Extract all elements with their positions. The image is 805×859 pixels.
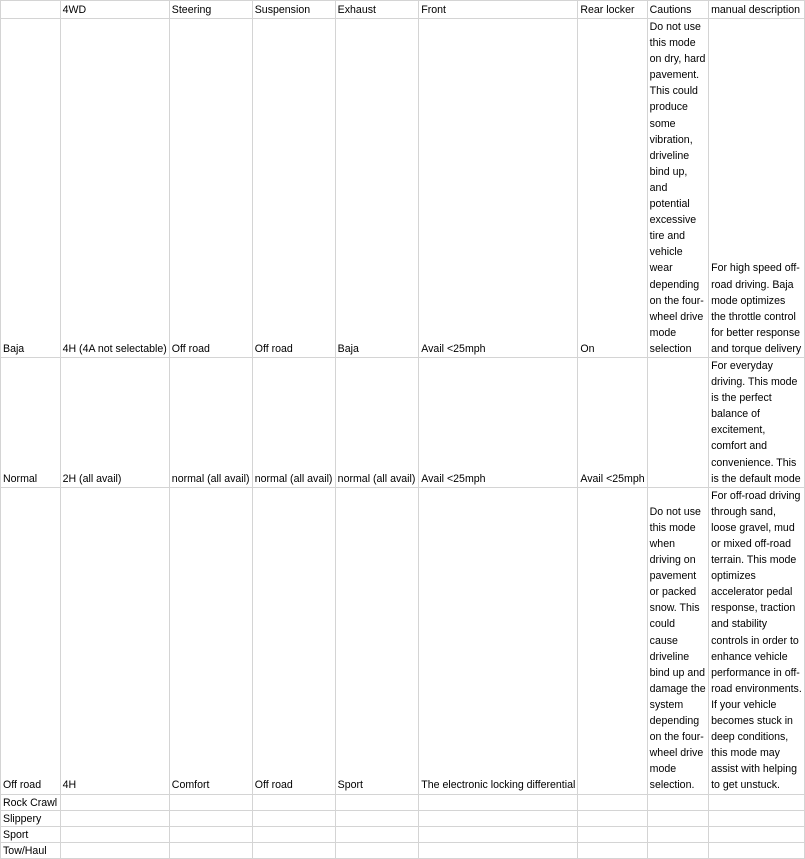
table-row	[1, 19, 805, 358]
cell-front[interactable]	[419, 794, 578, 810]
header-cell-steering[interactable]: Steering	[169, 1, 252, 19]
header-row	[1, 1, 805, 19]
cell-cautions[interactable]: Do not use this mode on dry, hard pavement. This could produce some vibration, driveline bind up, and potential excessive tire and vehicle wear depending on the four-wheel drive mode selection	[647, 19, 708, 358]
cell-steering[interactable]	[169, 794, 252, 810]
cell-rear-locker[interactable]	[578, 826, 647, 842]
cell-steering[interactable]	[169, 826, 252, 842]
cell-cautions[interactable]	[647, 842, 708, 858]
cell-manual-description[interactable]	[709, 810, 805, 826]
cell-steering[interactable]: Off road	[169, 19, 252, 358]
cell-4wd[interactable]	[60, 842, 169, 858]
cell-cautions[interactable]	[647, 794, 708, 810]
cell-4wd[interactable]	[60, 810, 169, 826]
cell-mode[interactable]: Off road	[1, 487, 61, 794]
cell-exhaust[interactable]: Sport	[335, 487, 419, 794]
cell-suspension[interactable]: Off road	[252, 19, 335, 358]
cell-exhaust[interactable]	[335, 794, 419, 810]
cell-suspension[interactable]	[252, 842, 335, 858]
cell-front[interactable]	[419, 826, 578, 842]
cell-cautions[interactable]: Do not use this mode when driving on pavement or packed snow. This could cause driveline bind up and damage the system depending on the four-wheel drive mode selection.	[647, 487, 708, 794]
cell-cautions[interactable]	[647, 357, 708, 487]
cell-mode[interactable]: Normal	[1, 357, 61, 487]
cell-exhaust[interactable]	[335, 810, 419, 826]
cell-steering[interactable]	[169, 810, 252, 826]
cell-mode[interactable]: Slippery	[1, 810, 61, 826]
cell-4wd[interactable]	[60, 794, 169, 810]
cell-rear-locker[interactable]	[578, 842, 647, 858]
cell-front[interactable]: Avail <25mph	[419, 357, 578, 487]
cell-exhaust[interactable]: Baja	[335, 19, 419, 358]
table-row	[1, 842, 805, 858]
cell-exhaust[interactable]	[335, 842, 419, 858]
cell-exhaust[interactable]	[335, 826, 419, 842]
cell-mode[interactable]: Sport	[1, 826, 61, 842]
cell-steering[interactable]: Comfort	[169, 487, 252, 794]
cell-4wd[interactable]: 4H (4A not selectable)	[60, 19, 169, 358]
cell-suspension[interactable]	[252, 826, 335, 842]
cell-suspension[interactable]	[252, 794, 335, 810]
cell-mode[interactable]: Rock Crawl	[1, 794, 61, 810]
cell-suspension[interactable]: Off road	[252, 487, 335, 794]
cell-front[interactable]	[419, 842, 578, 858]
cell-4wd[interactable]: 2H (all avail)	[60, 357, 169, 487]
cell-front[interactable]: Avail <25mph	[419, 19, 578, 358]
cell-rear-locker[interactable]	[578, 810, 647, 826]
cell-rear-locker[interactable]	[578, 487, 647, 794]
header-cell-mode[interactable]	[1, 1, 61, 19]
header-cell-front[interactable]: Front	[419, 1, 578, 19]
table-row	[1, 794, 805, 810]
table-row	[1, 826, 805, 842]
table-row	[1, 357, 805, 487]
cell-exhaust[interactable]: normal (all avail)	[335, 357, 419, 487]
cell-manual-description[interactable]: For high speed off-road driving. Baja mode optimizes the throttle control for better response and torque delivery	[709, 19, 805, 358]
cell-cautions[interactable]	[647, 810, 708, 826]
cell-manual-description[interactable]	[709, 826, 805, 842]
cell-manual-description[interactable]	[709, 842, 805, 858]
cell-4wd[interactable]	[60, 826, 169, 842]
cell-suspension[interactable]	[252, 810, 335, 826]
cell-steering[interactable]: normal (all avail)	[169, 357, 252, 487]
table-row	[1, 810, 805, 826]
header-cell-exhaust[interactable]: Exhaust	[335, 1, 419, 19]
cell-manual-description[interactable]: For off-road driving through sand, loose gravel, mud or mixed off-road terrain. This mode optimizes accelerator pedal response, traction and stability controls in order to enhance vehicle performance in off-road environments. If your vehicle becomes stuck in deep conditions, this mode may assist with helping to get unstuck.	[709, 487, 805, 794]
cell-manual-description[interactable]: For everyday driving. This mode is the perfect balance of excitement, comfort and convenience. This is the default mode	[709, 357, 805, 487]
header-cell-manual-description[interactable]: manual description	[709, 1, 805, 19]
cell-manual-description[interactable]	[709, 794, 805, 810]
cell-steering[interactable]	[169, 842, 252, 858]
cell-front[interactable]: The electronic locking differential	[419, 487, 578, 794]
header-cell-suspension[interactable]: Suspension	[252, 1, 335, 19]
cell-suspension[interactable]: normal (all avail)	[252, 357, 335, 487]
cell-mode[interactable]: Baja	[1, 19, 61, 358]
cell-mode[interactable]: Tow/Haul	[1, 842, 61, 858]
cell-rear-locker[interactable]	[578, 794, 647, 810]
cell-cautions[interactable]	[647, 826, 708, 842]
table-row	[1, 487, 805, 794]
header-cell-cautions[interactable]: Cautions	[647, 1, 708, 19]
cell-front[interactable]	[419, 810, 578, 826]
header-cell-rear-locker[interactable]: Rear locker	[578, 1, 647, 19]
header-cell-4wd[interactable]: 4WD	[60, 1, 169, 19]
cell-rear-locker[interactable]: Avail <25mph	[578, 357, 647, 487]
cell-4wd[interactable]: 4H	[60, 487, 169, 794]
cell-rear-locker[interactable]: On	[578, 19, 647, 358]
